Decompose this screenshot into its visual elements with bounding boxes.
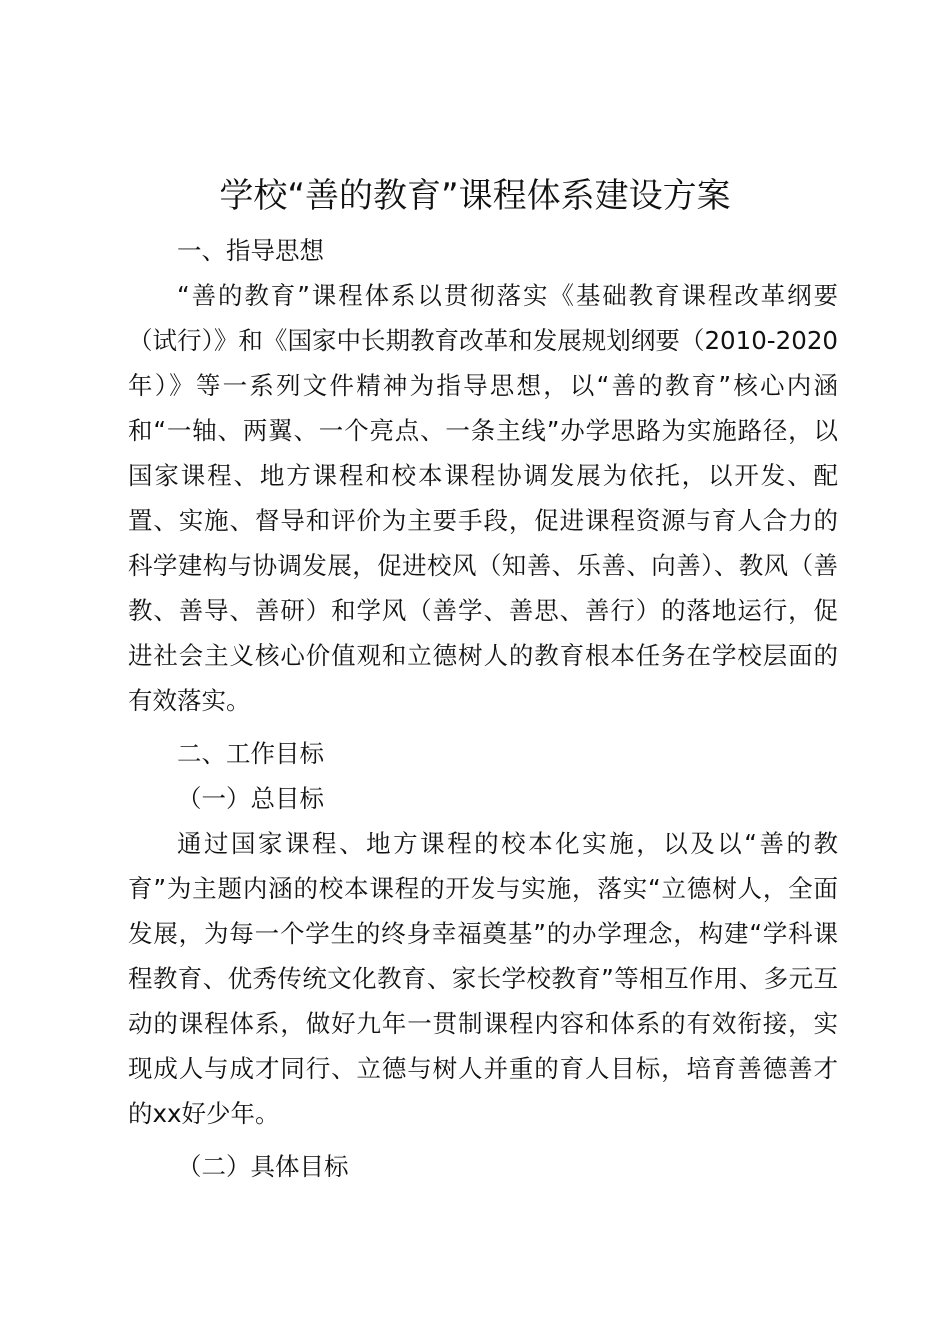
paragraph-overall-goal: 通过国家课程、地方课程的校本化实施，以及以“善的教育”为主题内涵的校本课程的开发与实施，落实“立德树人，全面发展，为每一个学生的终身幸福奠基”的办学理念，构建“学科课程教育、优秀传统文化教育、家长学校教育”等相互作用、多元互动的课程体系，做好九年一贯制课程内容和体系的有效衔接，实现成人与成才同行、立德与树人并重的育人目标，培育善德善才的xx好少年。 [128,829,838,1128]
subsection-heading-specific-goals: （二）具体目标 [177,1152,349,1181]
subsection-heading-overall-goal: （一）总目标 [177,784,324,813]
paragraph-guiding-ideology: “善的教育”课程体系以贯彻落实《基础教育课程改革纲要（试行）》和《国家中长期教育改革和发展规划纲要（2010-2020年）》等一系列文件精神为指导思想，以“善的教育”核心内涵和“一轴、两翼、一个亮点、一条主线”办学思路为实施路径，以国家课程、地方课程和校本课程协调发展为依托，以开发、配置、实施、督导和评价为主要手段，促进课程资源与育人合力的科学建构与协调发展，促进校风（知善、乐善、向善）、教风（善教、善导、善研）和学风（善学、善思、善行）的落地运行，促进社会主义核心价值观和立德树人的教育根本任务在学校层面的有效落实。 [128,281,838,715]
section-heading-guiding-ideology: 一、指导思想 [177,236,324,265]
section-heading-work-goals: 二、工作目标 [177,739,324,768]
document-title: 学校“善的教育”课程体系建设方案 [219,176,731,216]
document-body [128,228,838,1189]
